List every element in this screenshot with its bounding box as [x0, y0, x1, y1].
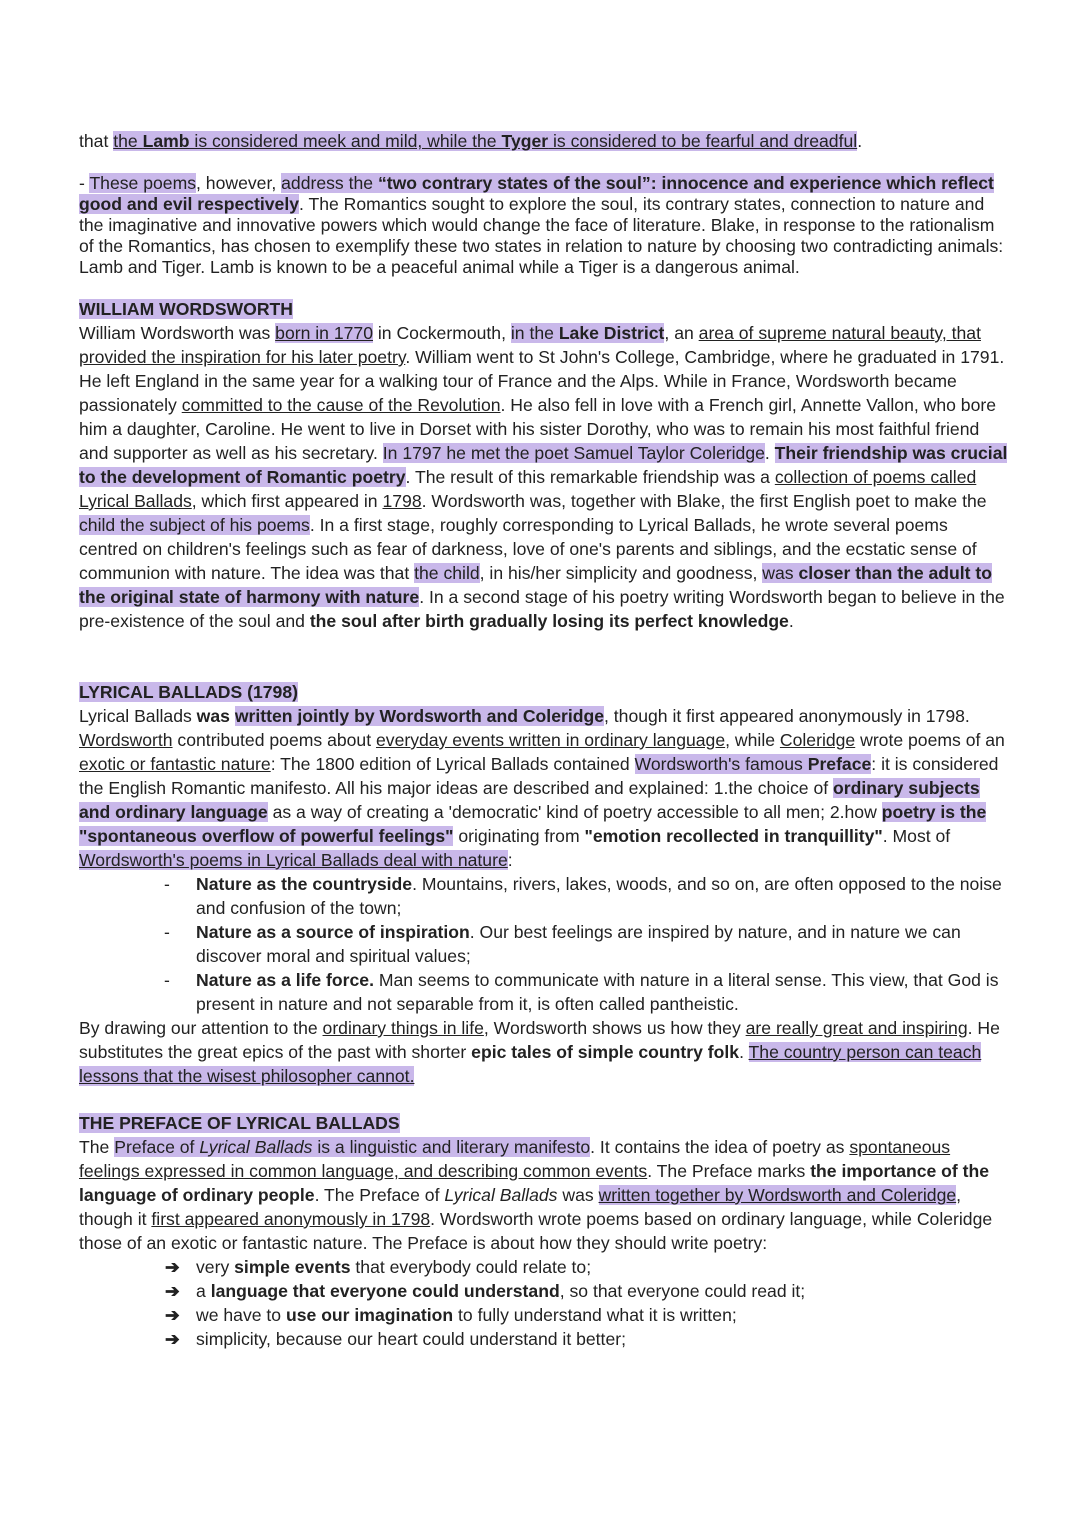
highlight-span: Their friendship was crucial to the development of Romantic poetry [79, 443, 1008, 487]
italic-span: Lyrical Ballads [199, 1137, 313, 1157]
text-span: . In a second stage of his poetry writing Wordsworth began to believe in the pre-existence of the soul and [79, 587, 1005, 631]
preface-list [79, 1255, 1009, 1351]
dash-bullet: - [164, 922, 170, 942]
text-span: simplicity, because our heart could understand it better; [196, 1329, 626, 1349]
list-item [79, 968, 1009, 1016]
bold-span: simple events [234, 1257, 351, 1277]
underline-span: are really great and inspiring [745, 1018, 968, 1038]
text-span: Lyrical Ballads [79, 706, 197, 726]
text-span: . He substitutes the great epics of the past with shorter [79, 1018, 1000, 1062]
text-span: that everybody could relate to; [350, 1257, 592, 1277]
nature-list [79, 872, 1009, 1016]
text-span: . Wordsworth was, together with Blake, the first English poet to make the [421, 491, 987, 511]
text-span: . In a first stage, roughly corresponding to Lyrical Ballads, he wrote several poems centred on children's feelings such as fear of darkness, love of one's parents and siblings, and the ecstatic sense of communion with nature. The idea was that [79, 515, 977, 583]
bold-span: Tyger [501, 131, 549, 151]
text-span: wrote poems of an [855, 730, 1005, 750]
text-span: . [788, 611, 794, 631]
bold-span: closer than the adult to the original state of harmony with nature [79, 563, 993, 607]
preface-section [79, 1111, 1009, 1351]
text-span: The [79, 1137, 115, 1157]
wordsworth-text [79, 321, 1009, 633]
text-span: . [739, 1042, 749, 1062]
bold-span: the importance of the language of ordinary people [79, 1161, 990, 1205]
dash-bullet: - [164, 874, 170, 894]
text-span: that [79, 131, 114, 151]
highlight-span: These poems [89, 173, 197, 193]
text-span: , however, [196, 173, 282, 193]
text-span: is considered to be fearful and dreadful [548, 131, 858, 151]
text-span: . The result of this remarkable friendship was a [405, 467, 775, 487]
text-span: . The Romantics sought to explore the soul, its contrary states, connection to nature and the imaginative and innovative powers which would change the face of literature. Blake, in response to the rationalism of the Romantics, has chosen to exemplify these two states in relation to nature by choosing two contradicting animals: Lamb and Tiger. Lamb is known to be a peaceful animal while a Tiger is a dangerous animal. [79, 194, 1004, 277]
highlight-span: ordinary subjects and ordinary language [79, 778, 980, 822]
list-item [79, 1255, 1009, 1279]
underline-span: committed to the cause of the Revolution [181, 395, 501, 415]
bold-span: "emotion recollected in tranquillity" [584, 826, 883, 846]
text-span: William Wordsworth was [79, 323, 276, 343]
text-span: . Wordsworth wrote poems based on ordinary language, while Coleridge those of an exotic or fantastic nature. The Preface is about how they should write poetry: [79, 1209, 993, 1253]
text-span: : The 1800 edition of Lyrical Ballads contained [270, 754, 635, 774]
text-span: was [557, 1185, 599, 1205]
text-span: to fully understand what it is written; [453, 1305, 737, 1325]
text-span: we have to [196, 1305, 286, 1325]
text-span: - [79, 173, 90, 193]
text-span: . He also fell in love with a French girl, Annette Vallon, who bore him a daughter, Caroline. He went to live in Dorset with his sister Dorothy, who was to remain his most faithful friend and supporter as well as his secretary. [79, 395, 997, 463]
text-span: By drawing our attention to the [79, 1018, 323, 1038]
text-span: . William went to St John's College, Cambridge, where he graduated in 1791. He left England in the same year for a walking tour of France and the Alps. While in France, Wordsworth became passionately [79, 347, 1005, 415]
text-span: Man seems to communicate with nature in a literal sense. This view, that God is present in nature and not separable from it, is often called pantheistic. [196, 970, 999, 1014]
highlight-span: Wordsworth's poems in Lyrical Ballads deal with nature [79, 850, 508, 870]
highlight-span [511, 323, 665, 343]
contrary-text [79, 173, 1009, 278]
highlight-span [113, 131, 857, 151]
list-item [79, 920, 1009, 968]
bold-span: Preface [807, 754, 872, 774]
bold-span: Lake District [558, 323, 665, 343]
contrary-states-paragraph [79, 173, 1009, 278]
text-span: , in his/her simplicity and goodness, [479, 563, 763, 583]
text-span: : it is considered the English Romantic manifesto. All his major ideas are described and explained: 1.the choice of [79, 754, 999, 798]
bold-span: epic tales of simple country folk [471, 1042, 740, 1062]
lyrical-ballads-section [79, 680, 1009, 1088]
intro-paragraph [79, 129, 1009, 153]
highlight-span: the child [414, 563, 480, 583]
text-span: . Our best feelings are inspired by nature, and in nature we can discover moral and spiritual values; [196, 922, 961, 966]
bold-span: Nature as the countryside [196, 874, 413, 894]
list-item [79, 872, 1009, 920]
bold-span: “two contrary states of the soul”: innocence and experience which reflect good and evil respectively [79, 173, 994, 214]
heading-span: WILLIAM WORDSWORTH [79, 299, 294, 319]
section-heading [79, 680, 1009, 704]
text-span: address the [281, 173, 378, 193]
text-span: a [196, 1281, 211, 1301]
underline-span: born in 1770 [275, 323, 373, 343]
highlight-span: child the subject of his poems [79, 515, 310, 535]
section-heading [79, 297, 1009, 321]
highlight-span [114, 1137, 590, 1157]
list-item [79, 1327, 1009, 1351]
underline-span: 1798 [382, 491, 422, 511]
underline-span: first appeared anonymously in 1798 [151, 1209, 431, 1229]
text-span: in Cockermouth, [373, 323, 511, 343]
list-item [79, 1279, 1009, 1303]
text-span: . Mountains, rivers, lakes, woods, and so on, are often opposed to the noise and confusion of the town; [196, 874, 1002, 918]
section-heading [79, 1111, 1009, 1135]
highlight-span: The country person can teach lessons that the wisest philosopher cannot. [79, 1042, 982, 1086]
text-span: , so that everyone could read it; [559, 1281, 806, 1301]
text-span: , which first appeared in [191, 491, 383, 511]
underline-span: area of supreme natural beauty, that provided the inspiration for his later poetry [79, 323, 981, 367]
underline-span: collection of poems called Lyrical Ballads [79, 467, 977, 511]
text-span: , an [664, 323, 699, 343]
italic-span: Lyrical Ballads [444, 1185, 558, 1205]
text-span: Preface of [114, 1137, 200, 1157]
text-span: is considered meek and mild, while the [189, 131, 502, 151]
bold-span: language that everyone could understand [210, 1281, 560, 1301]
underline-span: everyday events written in ordinary language [375, 730, 726, 750]
underline-span: exotic or fantastic nature [79, 754, 271, 774]
heading-span: THE PREFACE OF LYRICAL BALLADS [79, 1113, 400, 1133]
bold-span: Lamb [142, 131, 190, 151]
highlight-span: In 1797 he met the poet Samuel Taylor Coleridge [382, 443, 765, 463]
arrow-icon: ➔ [165, 1305, 180, 1325]
bold-span: was [196, 706, 235, 726]
bold-span: the soul after birth gradually losing its perfect knowledge [309, 611, 789, 631]
underline-span: ordinary things in life [322, 1018, 484, 1038]
underline-span: Coleridge [779, 730, 856, 750]
wordsworth-section [79, 297, 1009, 633]
text-span: . [764, 443, 775, 463]
arrow-icon: ➔ [165, 1329, 180, 1349]
text-span: , Wordsworth shows us how they [483, 1018, 746, 1038]
heading-span: LYRICAL BALLADS (1798) [79, 682, 298, 702]
bold-span: Nature as a life force. [196, 970, 374, 990]
arrow-icon: ➔ [165, 1257, 180, 1277]
text-span: originating from [453, 826, 585, 846]
text-span: . Most of [882, 826, 951, 846]
text-span: : [507, 850, 513, 870]
text-span: is a linguistic and literary manifesto [312, 1137, 591, 1157]
bold-span: Nature as a source of inspiration [196, 922, 470, 942]
text-span: . It contains the idea of poetry as [590, 1137, 850, 1157]
text-span: was [762, 563, 799, 583]
highlight-span: poetry is the "spontaneous overflow of powerful feelings" [79, 802, 987, 846]
text-span: contributed poems about [172, 730, 376, 750]
lyrical-conclusion [79, 1016, 1009, 1088]
text-span: very [196, 1257, 235, 1277]
text-span: as a way of creating a 'democratic' kind of poetry accessible to all men; 2.how [267, 802, 882, 822]
underline-span: spontaneous feelings expressed in common language, and describing common events [79, 1137, 951, 1181]
highlight-span: written together by Wordsworth and Coleridge [598, 1185, 957, 1205]
highlight-span: written jointly by Wordsworth and Coleridge [234, 706, 604, 726]
arrow-icon: ➔ [165, 1281, 180, 1301]
highlight-span [635, 754, 872, 774]
text-span: . [857, 131, 863, 151]
list-item [79, 1303, 1009, 1327]
dash-bullet: - [164, 970, 170, 990]
lyrical-text [79, 704, 1009, 872]
text-span: the [113, 131, 143, 151]
text-span: in the [510, 323, 559, 343]
text-span: , though it first appeared anonymously in 1798. [604, 706, 970, 726]
text-span: Wordsworth's famous [634, 754, 808, 774]
text-span: . The Preface of [314, 1185, 445, 1205]
intro-text [79, 129, 1009, 153]
text-span: , though it [79, 1185, 962, 1229]
bold-span: use our imagination [285, 1305, 454, 1325]
underline-span: Wordsworth [79, 730, 173, 750]
text-span: . The Preface marks [647, 1161, 811, 1181]
preface-text [79, 1135, 1009, 1255]
text-span: , while [725, 730, 780, 750]
